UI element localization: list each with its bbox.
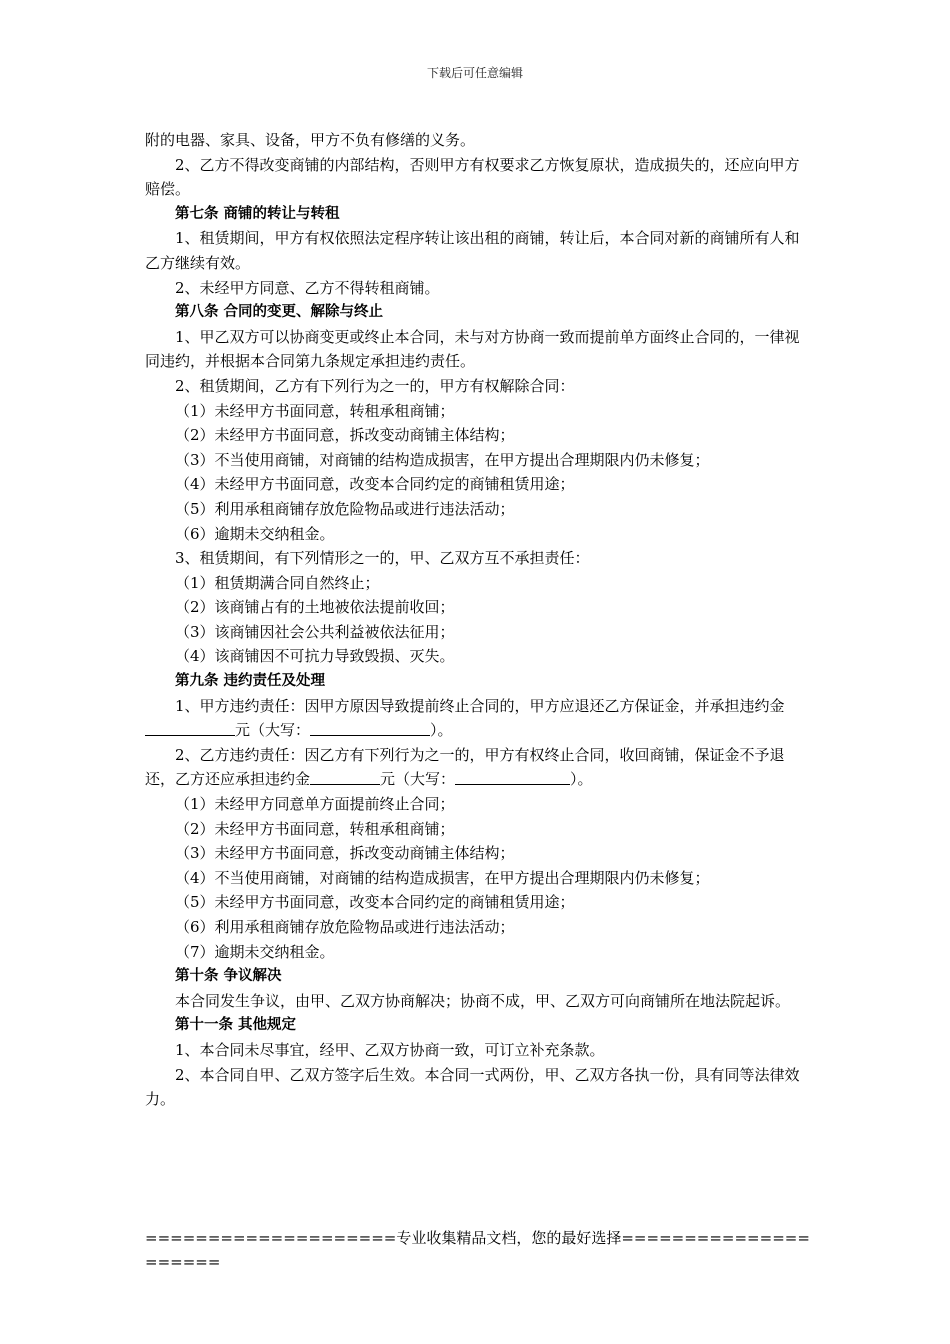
clause-text: 2、乙方违约责任：因乙方有下列行为之一的，甲方有权终止合同，收回商铺，保证金不予退还，乙方还应承担违约金 (145, 745, 785, 789)
clause: 本合同发生争议，由甲、乙双方协商解决；协商不成，甲、乙双方可向商铺所在地法院起诉。 (175, 991, 791, 1010)
clause-text: 1、甲方违约责任：因甲方原因导致提前终止合同的，甲方应退还乙方保证金，并承担违约金 (175, 696, 785, 715)
list-item: （3）该商铺因社会公共利益被依法征用； (175, 622, 455, 641)
clause-text: 元（大写： (235, 721, 311, 740)
amount-blank (310, 770, 380, 785)
paragraph: 2、乙方不得改变商铺的内部结构，否则甲方有权要求乙方恢复原状，造成损失的，还应向甲方赔偿。 (145, 155, 800, 199)
article-heading-9: 第九条 违约责任及处理 (175, 673, 326, 690)
document-body (145, 128, 811, 1112)
clause (145, 743, 811, 792)
clause-text: 元（大写： (380, 770, 456, 789)
list-item: （1）未经甲方同意单方面提前终止合同； (175, 795, 455, 814)
list-item: （5）未经甲方书面同意，改变本合同约定的商铺租赁用途； (175, 893, 575, 912)
list-item: （3）不当使用商铺，对商铺的结构造成损害，在甲方提出合理期限内仍未修复； (175, 450, 710, 469)
clause-text: ）。 (430, 721, 453, 740)
list-item: （4）该商铺因不可抗力导致毁损、灭失。 (175, 647, 455, 666)
list-item: （1）未经甲方书面同意，转租承租商铺； (175, 401, 455, 420)
list-item: （6）利用承租商铺存放危险物品或进行违法活动； (175, 918, 515, 936)
amount-words-blank (455, 770, 570, 785)
list-item: （3）未经甲方书面同意，拆改变动商铺主体结构； (175, 844, 515, 863)
clause (145, 694, 811, 743)
list-item: （4）未经甲方书面同意，改变本合同约定的商铺租赁用途； (175, 475, 575, 494)
clause: 1、本合同未尽事宜，经甲、乙双方协商一致，可订立补充条款。 (175, 1040, 605, 1059)
list-item: （2）未经甲方书面同意，转租承租商铺； (175, 819, 455, 838)
list-item: （2）该商铺占有的土地被依法提前收回； (175, 598, 455, 617)
list-item: （2）未经甲方书面同意，拆改变动商铺主体结构； (175, 426, 515, 445)
article-heading-7: 第七条 商铺的转让与转租 (175, 205, 340, 222)
clause: 1、甲乙双方可以协商变更或终止本合同，未与对方协商一致而提前单方面终止合同的，一律视同违约，并根据本合同第九条规定承担违约责任。 (145, 327, 800, 371)
clause: 2、租赁期间，乙方有下列行为之一的，甲方有权解除合同： (175, 376, 575, 395)
clause-text: ）。 (570, 770, 593, 789)
clause: 3、租赁期间，有下列情形之一的，甲、乙双方互不承担责任： (175, 549, 590, 568)
clause: 2、本合同自甲、乙双方签字后生效。本合同一式两份，甲、乙双方各执一份，具有同等法律效力。 (145, 1065, 800, 1109)
page-header: 下载后可任意编辑 (426, 66, 523, 80)
clause: 1、租赁期间，甲方有权依照法定程序转让该出租的商铺，转让后，本合同对新的商铺所有人和乙方继续有效。 (145, 229, 800, 272)
list-item: （5）利用承租商铺存放危险物品或进行违法活动； (175, 499, 515, 518)
clause: 2、未经甲方同意、乙方不得转租商铺。 (175, 278, 440, 297)
amount-blank (145, 721, 235, 736)
page-footer: ====================专业收集精品文档，您的最好选择===================== (145, 1229, 810, 1271)
paragraph: 附的电器、家具、设备，甲方不负有修缮的义务。 (145, 131, 476, 149)
list-item: （7）逾期未交纳租金。 (175, 942, 335, 961)
article-heading-10: 第十条 争议解决 (175, 968, 282, 985)
list-item: （4）不当使用商铺，对商铺的结构造成损害，在甲方提出合理期限内仍未修复； (175, 868, 710, 887)
list-item: （6）逾期未交纳租金。 (175, 524, 335, 543)
article-heading-8: 第八条 合同的变更、解除与终止 (175, 304, 384, 321)
article-heading-11: 第十一条 其他规定 (175, 1017, 297, 1034)
list-item: （1）租赁期满合同自然终止； (175, 573, 380, 592)
amount-words-blank (310, 721, 430, 736)
